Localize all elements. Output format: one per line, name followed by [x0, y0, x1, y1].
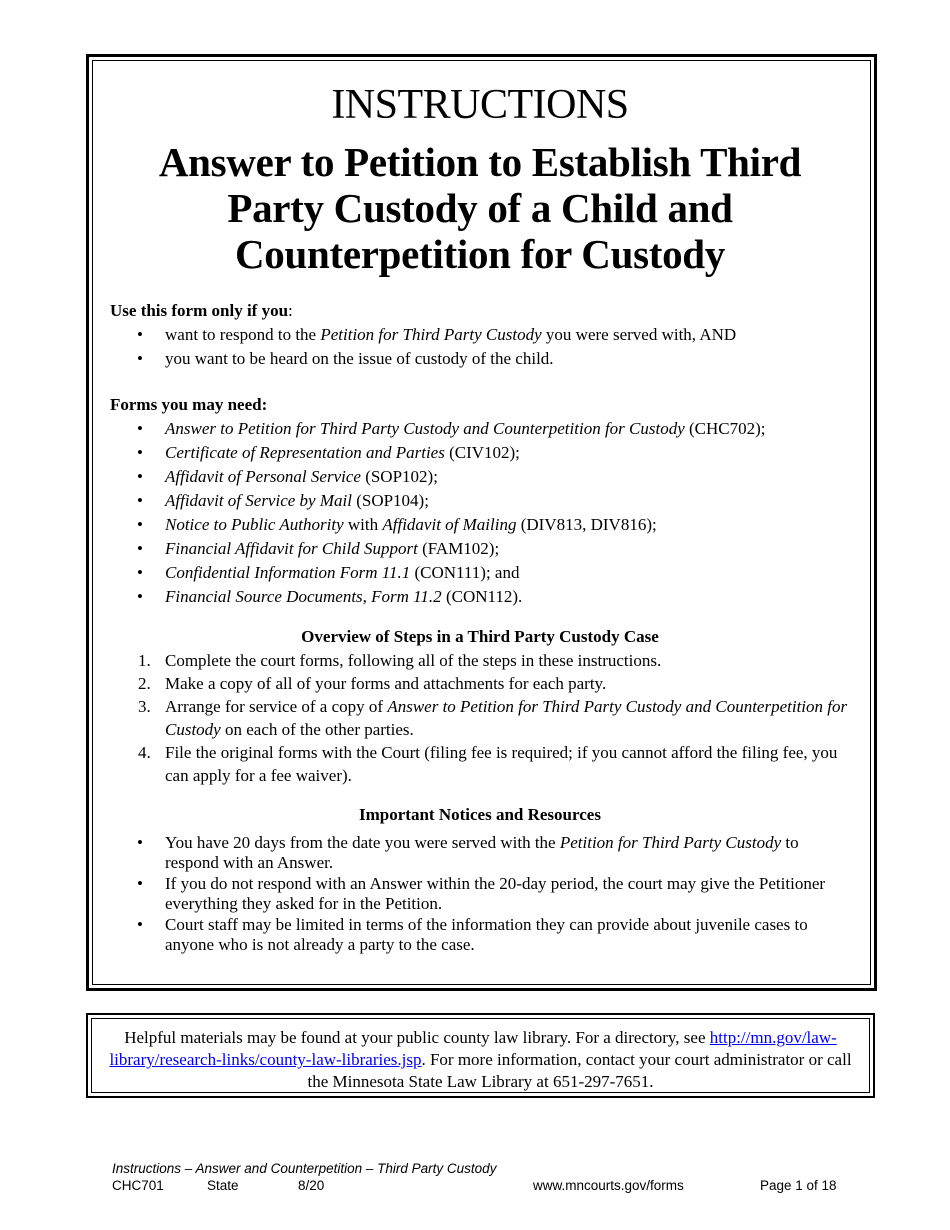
use-only-if-label: Use this form only if you:	[110, 301, 293, 320]
form-title-line: Counterpetition for Custody	[235, 231, 725, 277]
footer-row	[112, 1177, 852, 1194]
page-footer	[112, 1160, 852, 1194]
revision-date: 8/20	[298, 1178, 325, 1193]
list-item: • Certificate of Representation and Parties (CIV102);	[137, 443, 520, 462]
help-text: Helpful materials may be found at your public county law library. For a directory, see http://mn.gov/law-library/research-links/county-law-libraries.jsp. For more information, contact your court administrator or call the Minnesota State Law Library at 651-297-7651.	[91, 1018, 870, 1093]
jurisdiction: State	[207, 1178, 239, 1193]
list-item: • Affidavit of Service by Mail (SOP104);	[137, 491, 429, 510]
use-only-if-list	[110, 323, 850, 371]
list-item: • want to respond to the Petition for Third Party Custody you were served with, AND	[137, 325, 737, 344]
law-library-link[interactable]: http://mn.gov/law-library/research-links/county-law-libraries.jsp	[109, 1028, 837, 1069]
list-item: • Affidavit of Personal Service (SOP102);	[137, 467, 438, 486]
notices-list	[110, 833, 850, 955]
step-item: 3. Arrange for service of a copy of Answer to Petition for Third Party Custody and Counterpetition for Custody on each of the other parties.	[138, 697, 848, 739]
form-title-line: Party Custody of a Child and	[227, 185, 733, 231]
list-item: • Confidential Information Form 11.1 (CON111); and	[137, 563, 520, 582]
list-item: • Answer to Petition for Third Party Custody and Counterpetition for Custody (CHC702);	[137, 419, 766, 438]
footer-title: Instructions – Answer and Counterpetition – Third Party Custody	[112, 1161, 497, 1176]
list-item: • Financial Source Documents, Form 11.2 (CON112).	[137, 587, 523, 606]
notices-heading: Important Notices and Resources	[359, 805, 601, 824]
page-heading: INSTRUCTIONS	[331, 82, 629, 128]
step-item: 4. File the original forms with the Court (filing fee is required; if you cannot afford the filing fee, you can apply for a fee waiver).	[138, 743, 838, 785]
instructions-box	[86, 54, 877, 991]
instructions-box-inner	[92, 60, 871, 985]
list-item: • Financial Affidavit for Child Support (FAM102);	[137, 539, 500, 558]
list-item: • Notice to Public Authority with Affidavit of Mailing (DIV813, DIV816);	[137, 515, 657, 534]
list-item: • If you do not respond with an Answer within the 20-day period, the court may give the Petitioner everything they asked for in the Petition.	[137, 874, 826, 913]
overview-heading: Overview of Steps in a Third Party Custody Case	[301, 627, 659, 646]
forms-needed-label: Forms you may need:	[110, 395, 268, 414]
forms-needed-list	[110, 417, 850, 609]
form-title	[110, 139, 850, 277]
page-number: Page 1 of 18	[760, 1178, 837, 1193]
website: www.mncourts.gov/forms	[533, 1178, 684, 1193]
help-box	[86, 1013, 875, 1098]
list-item: • You have 20 days from the date you were served with the Petition for Third Party Custody to respond with an Answer.	[137, 833, 799, 872]
list-item: • Court staff may be limited in terms of the information they can provide about juvenile cases to anyone who is not already a party to the case.	[137, 915, 808, 954]
form-title-line: Answer to Petition to Establish Third	[158, 139, 802, 185]
form-code: CHC701	[112, 1178, 164, 1193]
overview-steps	[110, 649, 850, 787]
list-item: • you want to be heard on the issue of custody of the child.	[137, 349, 554, 368]
step-item: 2. Make a copy of all of your forms and attachments for each party.	[138, 674, 607, 693]
step-item: 1. Complete the court forms, following all of the steps in these instructions.	[138, 651, 662, 670]
